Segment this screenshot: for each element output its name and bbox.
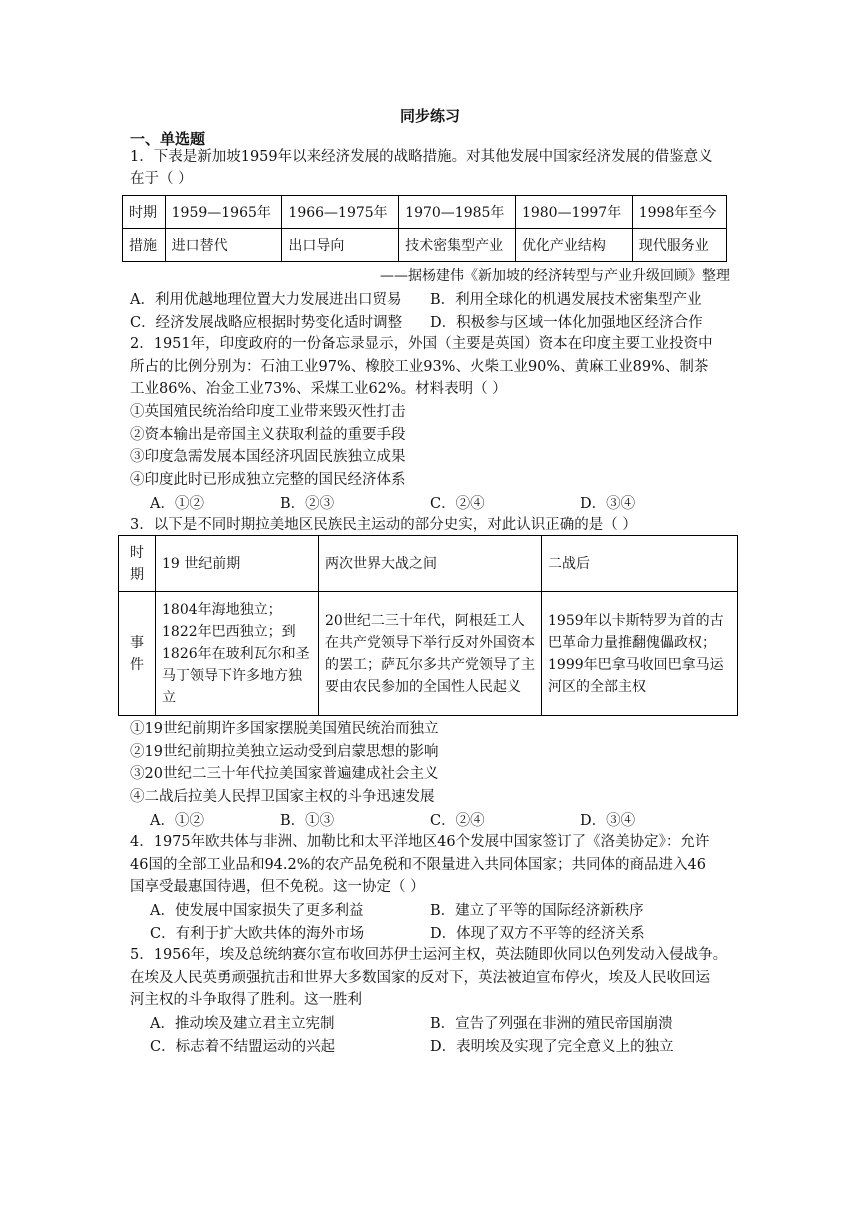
q4-line-1: 4．1975年欧共体与非洲、加勒比和太平洋地区46个发展中国家签订了《洛美协定》：允许 xyxy=(130,834,710,850)
q1-row-label-period: 时期 xyxy=(123,196,166,229)
q3-event-cell: 1959年以卡斯特罗为首的古巴革命力量推翻傀儡政权；1999年巴拿马收回巴拿马运河区的全部主权 xyxy=(542,592,738,716)
q1-measure-cell: 技术密集型产业 xyxy=(399,229,516,262)
q4-line-3: 国享受最惠国待遇，但不免税。这一协定（ ） xyxy=(130,879,425,895)
q3-option-d[interactable]: D．③④ xyxy=(580,813,636,829)
q3-item: ③20世纪二三十年代拉美国家普遍建成社会主义 xyxy=(130,766,439,782)
q5-option-c[interactable]: C．标志着不结盟运动的兴起 xyxy=(150,1039,336,1055)
q5-option-a[interactable]: A．推动埃及建立君主立宪制 xyxy=(150,1016,335,1032)
q4-option-d[interactable]: D．体现了双方不平等的经济关系 xyxy=(430,926,645,942)
q1-measure-cell: 出口导向 xyxy=(282,229,399,262)
q2-line-3: 工业86%、冶金工业73%、采煤工业62%。材料表明（ ） xyxy=(130,381,507,397)
q1-option-c[interactable]: C．经济发展战略应根据时势变化适时调整 xyxy=(130,315,403,331)
q5-option-d[interactable]: D．表明埃及实现了完全意义上的独立 xyxy=(430,1039,674,1055)
q2-line-2: 所占的比例分别为：石油工业97%、橡胶工业93%、火柴工业90%、黄麻工业89%、制茶 xyxy=(130,359,709,375)
q2-option-d[interactable]: D．③④ xyxy=(580,496,636,512)
q1-measure-cell: 现代服务业 xyxy=(632,229,726,262)
q1-measure-cell: 进口替代 xyxy=(165,229,282,262)
section-heading: 一、单选题 xyxy=(130,130,206,148)
q5-option-b[interactable]: B．宣告了列强在非洲的殖民帝国崩溃 xyxy=(430,1016,673,1032)
q1-option-a[interactable]: A．利用优越地理位置大力发展进出口贸易 xyxy=(130,292,402,308)
q5-line-3: 河主权的斗争取得了胜利。这一胜利 xyxy=(130,992,362,1008)
q2-item: ①英国殖民统治给印度工业带来毁灭性打击 xyxy=(130,404,406,420)
q3-item: ④二战后拉美人民捍卫国家主权的斗争迅速发展 xyxy=(130,789,435,805)
q1-period-cell: 1959—1965年 xyxy=(165,196,282,229)
q3-label-period: 时期 xyxy=(119,536,156,592)
q3-item: ②19世纪前期拉美独立运动受到启蒙思想的影响 xyxy=(130,744,439,760)
q3-event-cell: 1804年海地独立；1822年巴西独立；到1826年在玻利瓦尔和圣马丁领导下许多地方独立 xyxy=(156,592,319,716)
q1-table xyxy=(122,195,727,262)
q5-line-1: 5．1956年，埃及总统纳赛尔宣布收回苏伊士运河主权，英法随即伙同以色列发动入侵战争。 xyxy=(130,947,728,963)
q3-table xyxy=(118,535,738,716)
q4-option-a[interactable]: A．使发展中国家损失了更多利益 xyxy=(150,903,364,919)
q1-row-label-measure: 措施 xyxy=(123,229,166,262)
q2-option-c[interactable]: C．②④ xyxy=(430,496,485,512)
page-title: 同步练习 xyxy=(399,107,460,125)
q1-stem-line-2: 在于（ ） xyxy=(130,171,193,187)
q3-event-cell: 20世纪二三十年代，阿根廷工人在共产党领导下举行反对外国资本的罢工；萨瓦尔多共产党领导了主要由农民参加的全国性人民起义 xyxy=(319,592,542,716)
q3-stem: 3．以下是不同时期拉美地区民族民主运动的部分史实，对此认识正确的是（ ） xyxy=(130,517,637,533)
q1-option-b[interactable]: B．利用全球化的机遇发展技术密集型产业 xyxy=(430,292,702,308)
q2-item: ②资本输出是帝国主义获取利益的重要手段 xyxy=(130,427,406,443)
q3-label-event: 事件 xyxy=(119,592,156,716)
q3-option-b[interactable]: B．①③ xyxy=(280,813,335,829)
q2-line-1: 2．1951年，印度政府的一份备忘录显示，外国（主要是英国）资本在印度主要工业投资中 xyxy=(130,336,713,352)
q3-item: ①19世纪前期许多国家摆脱美国殖民统治而独立 xyxy=(130,721,439,737)
q1-period-cell: 1998年至今 xyxy=(632,196,726,229)
q2-item: ③印度急需发展本国经济巩固民族独立成果 xyxy=(130,449,406,465)
q1-period-cell: 1980—1997年 xyxy=(515,196,632,229)
q1-measure-cell: 优化产业结构 xyxy=(515,229,632,262)
q1-period-cell: 1966—1975年 xyxy=(282,196,399,229)
q3-option-a[interactable]: A．①② xyxy=(150,813,204,829)
q3-header-cell: 19 世纪前期 xyxy=(156,536,319,592)
q4-option-c[interactable]: C．有利于扩大欧共体的海外市场 xyxy=(150,926,365,942)
q3-option-c[interactable]: C．②④ xyxy=(430,813,485,829)
q5-line-2: 在埃及人民英勇顽强抗击和世界大多数国家的反对下，英法被迫宣布停火，埃及人民收回运 xyxy=(130,970,710,986)
q1-source: ——据杨建伟《新加坡的经济转型与产业升级回顾》整理 xyxy=(380,268,730,284)
q4-line-2: 46国的全部工业品和94.2%的农产品免税和不限量进入共同体国家；共同体的商品进入46 xyxy=(130,857,706,873)
q2-option-a[interactable]: A．①② xyxy=(150,496,204,512)
q1-period-cell: 1970—1985年 xyxy=(399,196,516,229)
q1-stem-line-1: 1．下表是新加坡1959年以来经济发展的战略措施。对其他发展中国家经济发展的借鉴意义 xyxy=(130,149,713,165)
q3-header-cell: 二战后 xyxy=(542,536,738,592)
q3-header-cell: 两次世界大战之间 xyxy=(319,536,542,592)
q4-option-b[interactable]: B．建立了平等的国际经济新秩序 xyxy=(430,903,644,919)
q2-item: ④印度此时已形成独立完整的国民经济体系 xyxy=(130,472,406,488)
q1-option-d[interactable]: D．积极参与区域一体化加强地区经济合作 xyxy=(430,315,703,331)
q2-option-b[interactable]: B．②③ xyxy=(280,496,335,512)
